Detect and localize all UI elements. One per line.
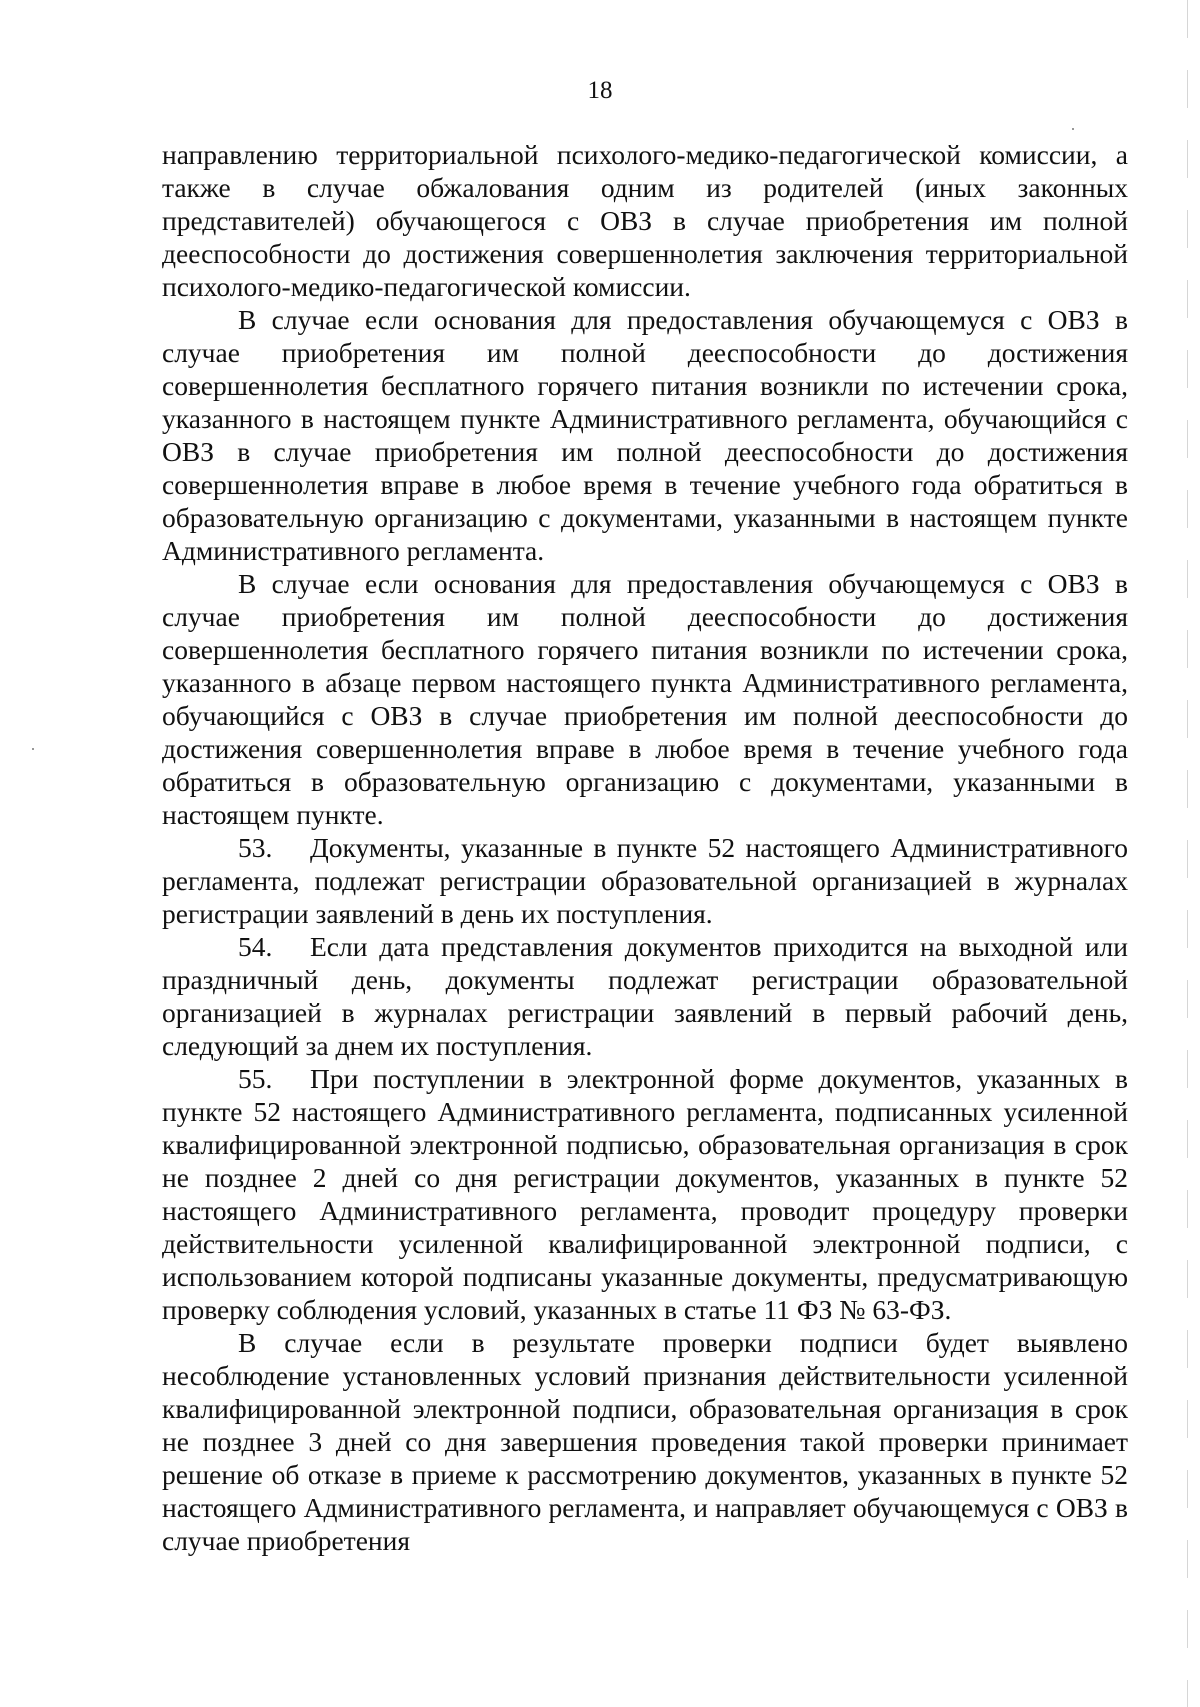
- paragraph-text: В случае если в результате проверки подписи будет выявлено несоблюдение установленных условий признания действительности усиленной квалифицированной электронной подписи, образовательная организация в срок не позднее 3 дней со дня завершения проведения такой проверки принимает решение об отказе в приеме к рассмотрению документов, указанных в пункте 52 настоящего Административного регламента, и направляет обучающемуся с ОВЗ в случае приобретения: [162, 1327, 1128, 1556]
- document-body: [162, 138, 1128, 1557]
- paragraph-number: 54.: [238, 931, 273, 962]
- numbered-paragraph-54: [162, 930, 1128, 1062]
- paragraph-text: При поступлении в электронной форме документов, указанных в пункте 52 настоящего Административного регламента, подписанных усиленной квалифицированной электронной подписью, образовательная организация в срок не позднее 2 дней со дня регистрации документов, указанных в пункте 52 настоящего Административного регламента, проводит процедуру проверки действительности усиленной квалифицированной электронной подписи, с использованием которой подписаны указанные документы, предусматривающую проверку соблюдения условий, указанных в статье 11 ФЗ № 63-ФЗ.: [162, 1063, 1128, 1325]
- scan-speck: [1072, 128, 1074, 130]
- numbered-paragraph-55: [162, 1062, 1128, 1326]
- paragraph-text: направлению территориальной психолого-медико-педагогической комиссии, а также в случае обжалования одним из родителей (иных законных представителей) обучающегося с ОВЗ в случае приобретения им полной дееспособности до достижения совершеннолетия заключения территориальной психолого-медико-педагогической комиссии.: [162, 139, 1128, 302]
- paragraph: [162, 1326, 1128, 1557]
- paragraph-continuation: [162, 138, 1128, 303]
- paragraph-number: 53.: [238, 832, 273, 863]
- paragraph-text: Документы, указанные в пункте 52 настоящего Административного регламента, подлежат регистрации образовательной организацией в журналах регистрации заявлений в день их поступления.: [162, 832, 1128, 929]
- paragraph-text: Если дата представления документов приходится на выходной или праздничный день, документы подлежат регистрации образовательной организацией в журналах регистрации заявлений в первый рабочий день, следующий за днем их поступления.: [162, 931, 1128, 1061]
- scan-speck: [32, 748, 34, 750]
- paragraph-text: В случае если основания для предоставления обучающемуся с ОВЗ в случае приобретения им полной дееспособности до достижения совершеннолетия бесплатного горячего питания возникли по истечении срока, указанного в настоящем пункте Административного регламента, обучающийся с ОВЗ в случае приобретения им полной дееспособности до достижения совершеннолетия вправе в любое время в течение учебного года обратиться в образовательную организацию с документами, указанными в настоящем пункте Административного регламента.: [162, 304, 1128, 566]
- numbered-paragraph-53: [162, 831, 1128, 930]
- paragraph-text: В случае если основания для предоставления обучающемуся с ОВЗ в случае приобретения им полной дееспособности до достижения совершеннолетия бесплатного горячего питания возникли по истечении срока, указанного в абзаце первом настоящего пункта Административного регламента, обучающийся с ОВЗ в случае приобретения им полной дееспособности до достижения совершеннолетия вправе в любое время в течение учебного года обратиться в образовательную организацию с документами, указанными в настоящем пункте.: [162, 568, 1128, 830]
- paragraph: [162, 567, 1128, 831]
- scan-edge-line: [1187, 0, 1188, 1707]
- paragraph: [162, 303, 1128, 567]
- paragraph-number: 55.: [238, 1063, 273, 1094]
- page-number: 18: [587, 77, 613, 104]
